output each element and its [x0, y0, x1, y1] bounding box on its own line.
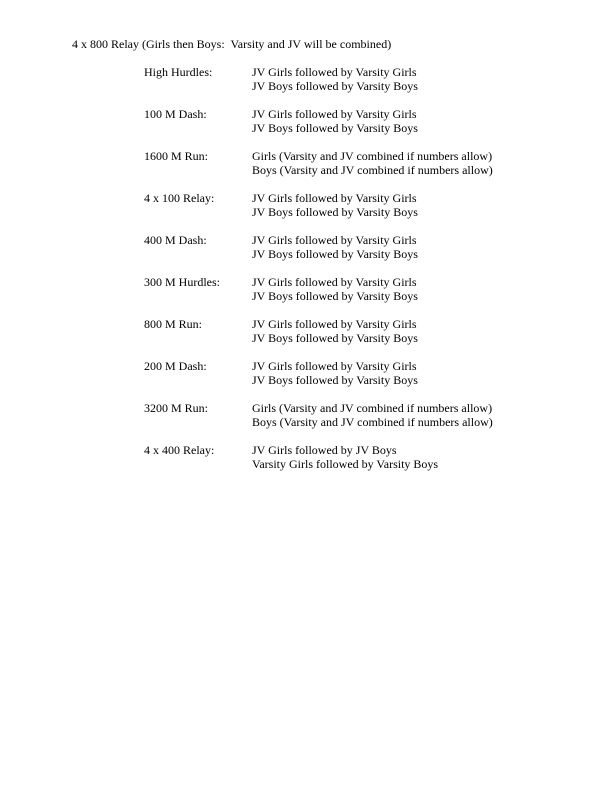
order-line: JV Boys followed by Varsity Boys: [252, 289, 418, 303]
order-line: Girls (Varsity and JV combined if numbers allow): [252, 149, 493, 163]
event-row: [144, 233, 584, 261]
relay-heading: 4 x 800 Relay (Girls then Boys: Varsity and JV will be combined): [72, 37, 392, 51]
order-line: Boys (Varsity and JV combined if numbers allow): [252, 163, 493, 177]
order-line: JV Boys followed by Varsity Boys: [252, 205, 418, 219]
order-line: Girls (Varsity and JV combined if numbers allow): [252, 401, 493, 415]
event-name: 4 x 100 Relay:: [144, 191, 215, 205]
event-name: 800 M Run:: [144, 317, 203, 331]
event-name: 3200 M Run:: [144, 401, 209, 415]
event-list: [144, 65, 584, 485]
event-name: 1600 M Run:: [144, 149, 209, 163]
event-order: [252, 233, 418, 261]
event-order: [252, 107, 418, 135]
event-row: [144, 317, 584, 345]
order-line: JV Boys followed by Varsity Boys: [252, 79, 418, 93]
event-order: [252, 401, 493, 429]
event-order: [252, 317, 418, 345]
event-row: [144, 191, 584, 219]
order-line: JV Girls followed by Varsity Girls: [252, 107, 417, 121]
order-line: JV Boys followed by Varsity Boys: [252, 373, 418, 387]
event-row: [144, 149, 584, 177]
order-line: JV Boys followed by Varsity Boys: [252, 247, 418, 261]
event-order: [252, 443, 438, 471]
event-order: [252, 191, 418, 219]
event-row: [144, 65, 584, 93]
event-row: [144, 107, 584, 135]
order-line: Boys (Varsity and JV combined if numbers allow): [252, 415, 493, 429]
order-line: JV Boys followed by Varsity Boys: [252, 121, 418, 135]
event-order: [252, 359, 418, 387]
event-order: [252, 65, 418, 93]
event-row: [144, 359, 584, 387]
order-line: JV Girls followed by Varsity Girls: [252, 275, 417, 289]
event-order: [252, 275, 418, 303]
event-name: 100 M Dash:: [144, 107, 207, 121]
order-line: JV Girls followed by JV Boys: [252, 443, 397, 457]
event-name: 300 M Hurdles:: [144, 275, 220, 289]
event-name: 400 M Dash:: [144, 233, 207, 247]
event-row: [144, 401, 584, 429]
event-name: 4 x 400 Relay:: [144, 443, 215, 457]
event-row: [144, 443, 584, 471]
order-line: Varsity Girls followed by Varsity Boys: [252, 457, 439, 471]
order-line: JV Girls followed by Varsity Girls: [252, 317, 417, 331]
event-order: [252, 149, 493, 177]
order-line: JV Girls followed by Varsity Girls: [252, 191, 417, 205]
order-line: JV Girls followed by Varsity Girls: [252, 359, 417, 373]
event-row: [144, 275, 584, 303]
event-name: High Hurdles:: [144, 65, 213, 79]
order-line: JV Boys followed by Varsity Boys: [252, 331, 418, 345]
order-line: JV Girls followed by Varsity Girls: [252, 233, 417, 247]
event-name: 200 M Dash:: [144, 359, 207, 373]
order-line: JV Girls followed by Varsity Girls: [252, 65, 417, 79]
